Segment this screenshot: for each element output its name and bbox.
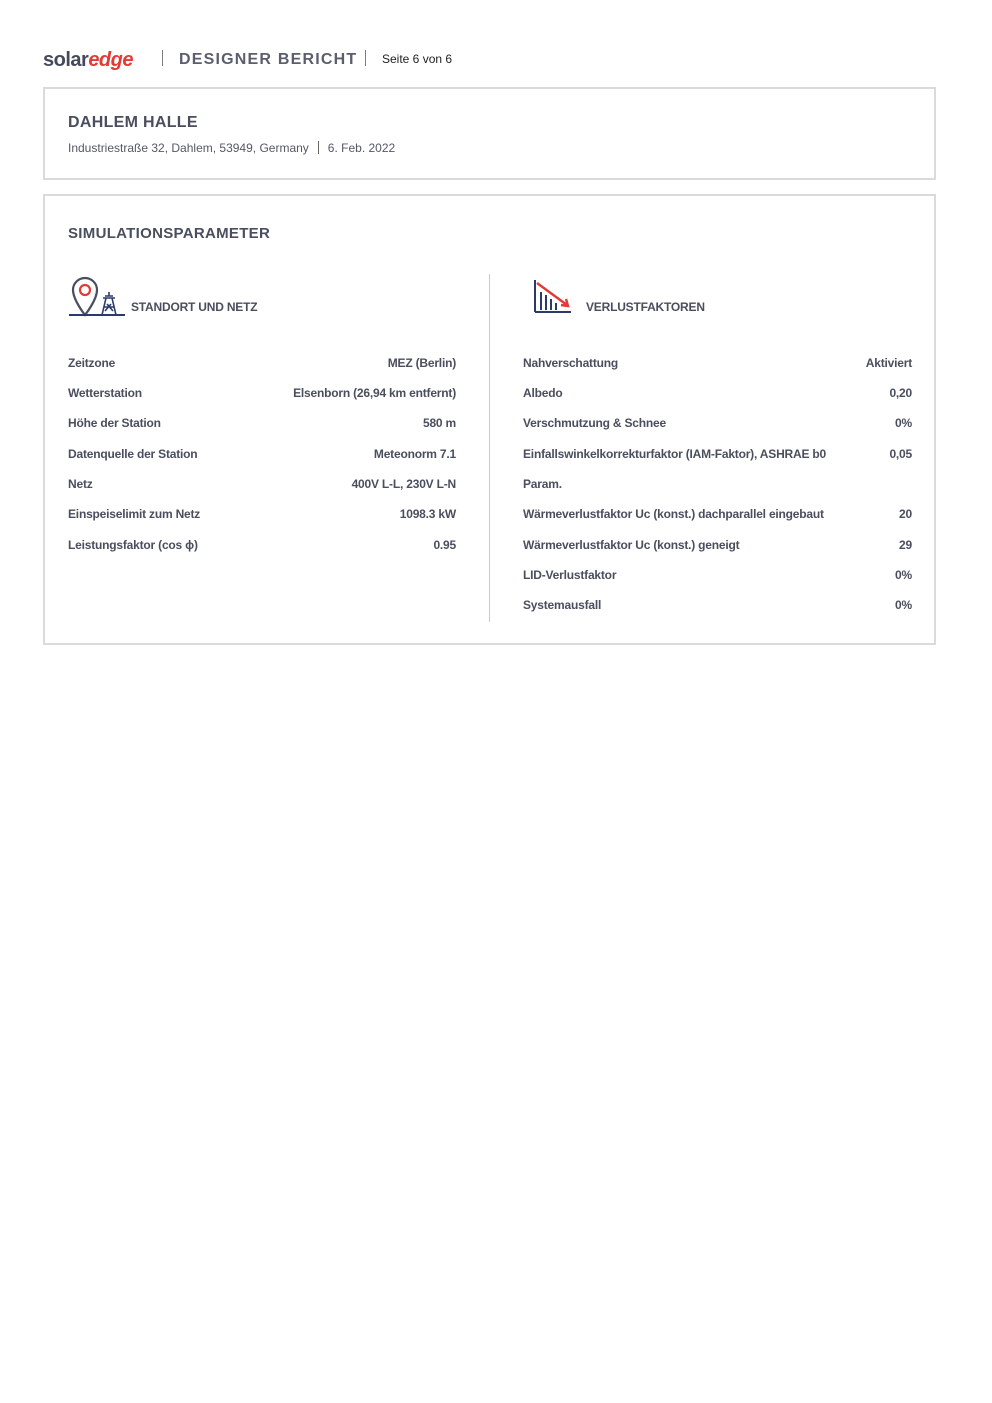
- loss-label: Nahverschattung: [523, 356, 619, 370]
- param-value: 1098.3 kW: [399, 507, 456, 521]
- param-label: Einspeiselimit zum Netz: [68, 507, 201, 521]
- param-row: [68, 447, 456, 477]
- param-label: Datenquelle der Station: [68, 447, 198, 461]
- report-date: 6. Feb. 2022: [327, 141, 396, 155]
- loss-value: 0%: [895, 416, 912, 430]
- param-row: [68, 507, 456, 537]
- param-row: [68, 477, 456, 507]
- loss-value: 20: [899, 507, 912, 521]
- project-title: DAHLEM HALLE: [68, 114, 198, 131]
- report-header: [43, 46, 943, 74]
- location-grid-icon: [69, 274, 125, 318]
- loss-row: [523, 386, 912, 416]
- project-address: Industriestraße 32, Dahlem, 53949, Germany: [68, 141, 309, 155]
- loss-label: Einfallswinkelkorrekturfaktor (IAM-Faktor), ASHRAE b0 Param.: [523, 447, 827, 491]
- loss-row: [523, 356, 912, 386]
- loss-label: Systemausfall: [523, 598, 602, 612]
- param-row: [68, 538, 456, 568]
- param-value: Elsenborn (26,94 km entfernt): [293, 386, 456, 400]
- loss-row: [523, 507, 912, 537]
- page-number: Seite 6 von 6: [382, 52, 453, 66]
- loss-value: 0,05: [889, 447, 912, 461]
- location-grid-title: STANDORT UND NETZ: [131, 300, 258, 314]
- address-separator: [318, 141, 319, 154]
- loss-label: Albedo: [523, 386, 563, 400]
- simulation-parameters-box: [43, 194, 936, 645]
- solaredge-logo: solaredge: [43, 49, 133, 71]
- loss-value: 0%: [895, 568, 912, 582]
- param-value: MEZ (Berlin): [387, 356, 456, 370]
- project-address-line: [68, 141, 395, 155]
- project-info-box: [43, 87, 936, 180]
- loss-value: 0,20: [889, 386, 912, 400]
- loss-row: [523, 538, 912, 568]
- loss-row: [523, 598, 912, 628]
- param-label: Wetterstation: [68, 386, 142, 400]
- param-value: 400V L-L, 230V L-N: [351, 477, 456, 491]
- loss-chart-icon: [533, 278, 573, 314]
- loss-value: 0%: [895, 598, 912, 612]
- loss-factors-title: VERLUSTFAKTOREN: [586, 300, 705, 314]
- param-row: [68, 416, 456, 446]
- param-label: Höhe der Station: [68, 416, 161, 430]
- param-row: [68, 356, 456, 386]
- param-row: [68, 386, 456, 416]
- param-value: 580 m: [422, 416, 456, 430]
- loss-label: LID-Verlustfaktor: [523, 568, 617, 582]
- document-title: DESIGNER BERICHT: [179, 51, 358, 68]
- loss-label: Verschmutzung & Schnee: [523, 416, 666, 430]
- param-label: Zeitzone: [68, 356, 116, 370]
- loss-row: [523, 447, 912, 507]
- loss-row: [523, 568, 912, 598]
- param-label: Netz: [68, 477, 93, 491]
- param-value: Meteonorm 7.1: [373, 447, 456, 461]
- column-divider: [489, 274, 490, 622]
- header-separator: [365, 50, 366, 66]
- section-title: SIMULATIONSPARAMETER: [68, 225, 271, 242]
- loss-label: Wärmeverlustfaktor Uc (konst.) dachparallel eingebaut: [523, 507, 824, 521]
- loss-label: Wärmeverlustfaktor Uc (konst.) geneigt: [523, 538, 740, 552]
- loss-value: 29: [899, 538, 912, 552]
- param-value: 0.95: [433, 538, 456, 552]
- header-separator: [162, 50, 163, 66]
- loss-value: Aktiviert: [865, 356, 912, 370]
- param-label: Leistungsfaktor (cos ϕ): [68, 538, 198, 552]
